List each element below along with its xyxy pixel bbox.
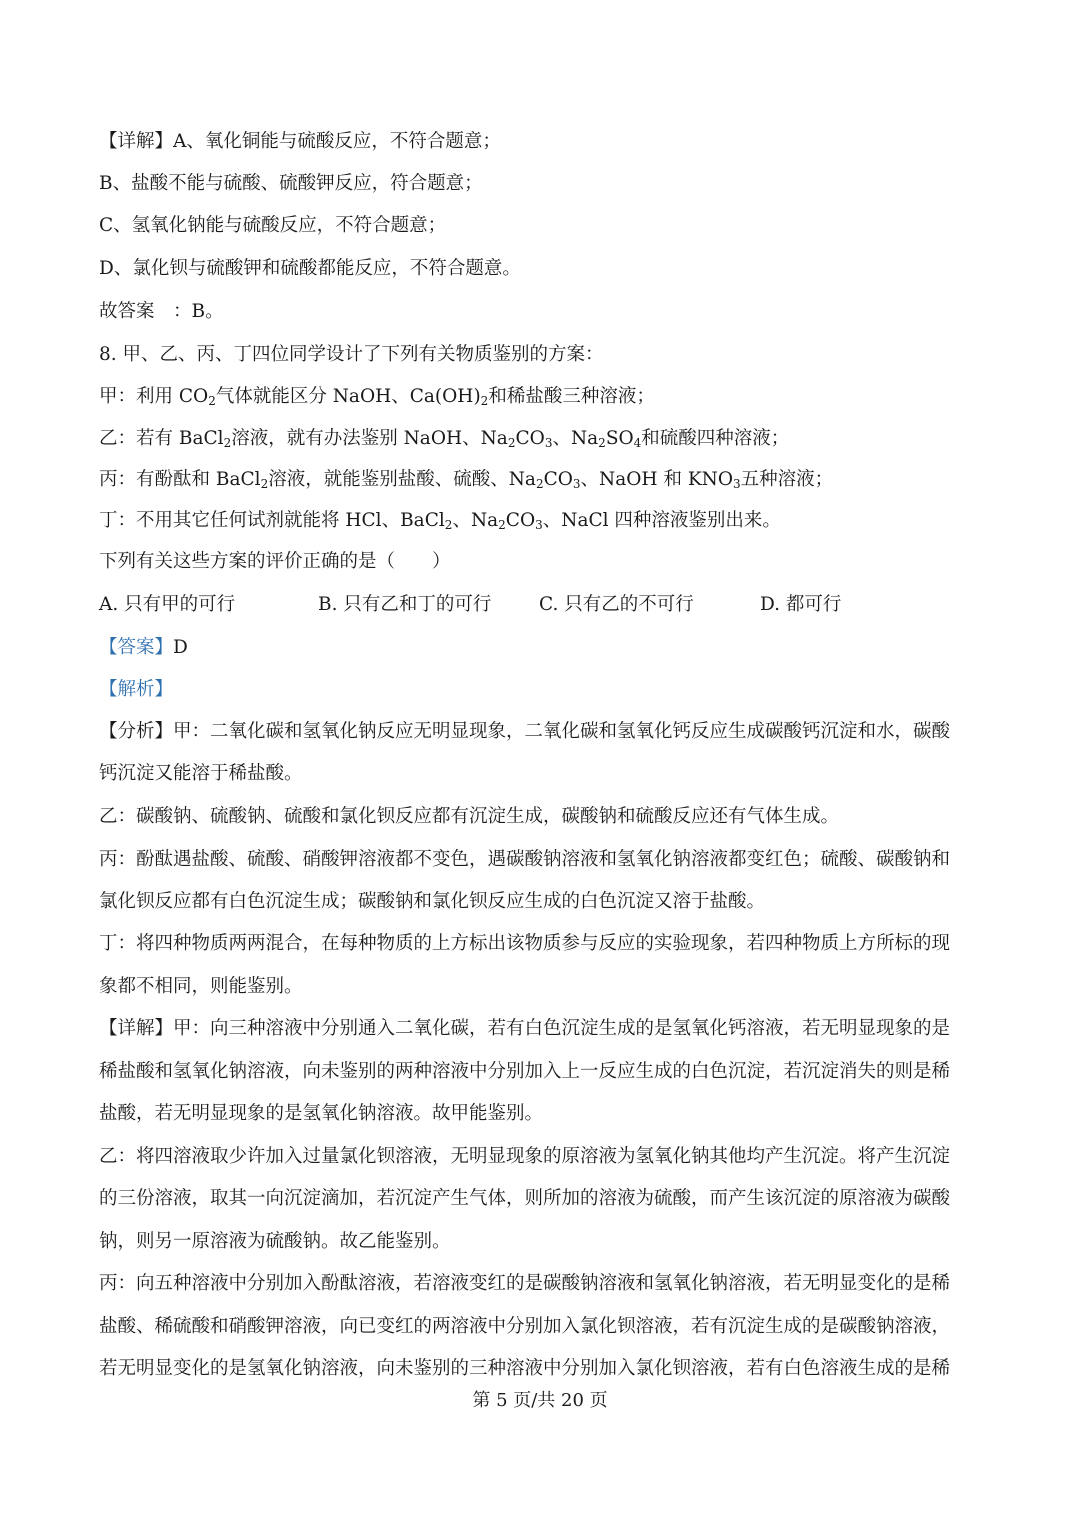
detail-line-9: 若无明显变化的是氢氧化钠溶液，向未鉴别的三种溶液中分别加入氯化钡溶液，若有白色溶液生成的是稀 [99,1358,951,1379]
prev-detail-a: 【详解】A、氧化铜能与硫酸反应，不符合题意； [99,131,501,152]
answer-line: 【答案】D [99,637,188,658]
option-d: D. 都可行 [760,594,842,615]
analysis-line-6: 丁：将四种物质两两混合，在每种物质的上方标出该物质参与反应的实验现象，若四种物质上方所标的现 [99,933,951,954]
q8-ding: 丁：不用其它任何试剂就能将 HCl、BaCl$_2$、$Na_2CO_3$、NaCl 四种溶液鉴别出来。 [99,510,781,532]
prev-answer: 故答案 ：B。 [99,301,224,322]
analysis-line-7: 象都不相同，则能鉴别。 [99,976,303,997]
q8-question: 下列有关这些方案的评价正确的是（ ） [99,551,451,572]
prev-detail-b: B、盐酸不能与硫酸、硫酸钾反应，符合题意； [99,173,483,194]
option-c: C. 只有乙的不可行 [539,594,694,615]
analysis-line-1: 【分析】甲：二氧化碳和氢氧化钠反应无明显现象，二氧化碳和氢氧化钙反应生成碳酸钙沉淀和水，碳酸 [99,721,951,742]
prev-detail-d: D、氯化钡与硫酸钾和硫酸都能反应，不符合题意。 [99,258,521,279]
detail-line-7: 丙：向五种溶液中分别加入酚酞溶液，若溶液变红的是碳酸钠溶液和氢氧化钠溶液，若无明显变化的是稀 [99,1273,951,1294]
detail-line-1: 【详解】甲：向三种溶液中分别通入二氧化碳，若有白色沉淀生成的是氢氧化钙溶液，若无明显现象的是 [99,1018,951,1039]
analysis-line-5: 氯化钡反应都有白色沉淀生成；碳酸钠和氯化钡反应生成的白色沉淀又溶于盐酸。 [99,891,766,912]
analysis-line-2: 钙沉淀又能溶于稀盐酸。 [99,763,303,784]
page-footer: 第 5 页/共 20 页 [472,1390,608,1411]
q8-stem: 8. 甲、乙、丙、丁四位同学设计了下列有关物质鉴别的方案： [99,344,604,365]
prev-detail-c: C、氢氧化钠能与硫酸反应，不符合题意； [99,215,447,236]
analysis-line-4: 丙：酚酞遇盐酸、硫酸、硝酸钾溶液都不变色，遇碳酸钠溶液和氢氧化钠溶液都变红色；硫酸、碳酸钠和 [99,849,951,870]
detail-line-4: 乙：将四溶液取少许加入过量氯化钡溶液，无明显现象的原溶液为氢氧化钠其他均产生沉淀。将产生沉淀 [99,1146,951,1167]
option-a: A. 只有甲的可行 [99,594,236,615]
detail-line-3: 盐酸，若无明显现象的是氢氧化钠溶液。故甲能鉴别。 [99,1103,544,1124]
detail-line-8: 盐酸、稀硫酸和硝酸钾溶液，向已变红的两溶液中分别加入氯化钡溶液，若有沉淀生成的是碳酸钠溶液， [99,1316,951,1337]
analysis-heading: 【解析】 [99,679,174,700]
detail-line-6: 钠，则另一原溶液为硫酸钠。故乙能鉴别。 [99,1231,451,1252]
q8-jia: 甲：利用 $CO_2$气体就能区分 NaOH、$Ca(OH)_2$和稀盐酸三种溶液； [99,386,655,408]
detail-line-5: 的三份溶液，取其一向沉淀滴加，若沉淀产生气体，则所加的溶液为硫酸，而产生该沉淀的原溶液为碳酸 [99,1188,951,1209]
analysis-line-3: 乙：碳酸钠、硫酸钠、硫酸和氯化钡反应都有沉淀生成，碳酸钠和硫酸反应还有气体生成。 [99,806,840,827]
option-b: B. 只有乙和丁的可行 [318,594,492,615]
q8-bing: 丙：有酚酞和 BaCl$_2$溶液，就能鉴别盐酸、硫酸、$Na_2CO_3$、NaOH 和 $KNO_3$五种溶液； [99,469,834,491]
q8-yi: 乙：若有 BaCl$_2$溶液，就有办法鉴别 NaOH、$Na_2CO_3$、$Na_2SO_4$和硫酸四种溶液； [99,428,790,450]
detail-line-2: 稀盐酸和氢氧化钠溶液，向未鉴别的两种溶液中分别加入上一反应生成的白色沉淀，若沉淀消失的则是稀 [99,1061,951,1082]
